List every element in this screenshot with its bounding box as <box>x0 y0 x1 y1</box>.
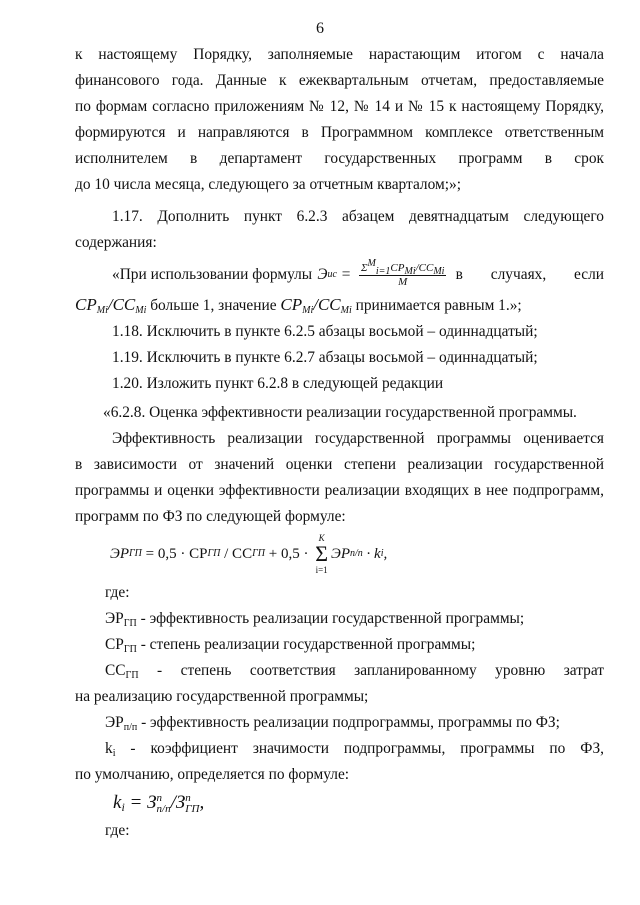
def-symbol: СС <box>105 662 126 679</box>
formula-subscript: Mi <box>433 265 445 277</box>
text-line: программ по ФЗ по следующей формуле: <box>75 508 346 525</box>
formula-term: + 0,5 · <box>265 545 313 562</box>
text-line <box>75 292 604 318</box>
def-subscript: ГП <box>123 644 137 655</box>
formula-superscript: п <box>185 791 191 804</box>
formula-punct: , <box>199 792 205 813</box>
formula-subscript: Mi <box>302 305 314 316</box>
text-line: содержания: <box>75 234 157 251</box>
where-label-2 <box>105 818 305 844</box>
list-item: 1.20. Изложить пункт 6.2.8 в следующей редакции <box>112 375 444 392</box>
formula-subscript: п/п <box>156 802 171 815</box>
formula-symbol: ЭР <box>331 545 351 562</box>
formula-operator: = <box>124 792 148 813</box>
formula-subscript: Mi <box>135 305 147 316</box>
def-symbol: ЭР <box>105 714 124 731</box>
formula-operator: = <box>336 266 355 283</box>
paragraph-1-17 <box>75 204 604 256</box>
text-line: по формам согласно приложениям № 12, № 14 и № 15 к настоящему Порядку, <box>75 98 604 115</box>
list-item: 1.18. Исключить в пункте 6.2.5 абзацы восьмой – одиннадцатый; <box>112 323 538 340</box>
formula-symbol: /СС <box>313 295 341 314</box>
formula-subscript: ГП <box>185 802 200 815</box>
formula-symbol: З <box>147 792 157 813</box>
paragraph-efficiency <box>75 426 604 530</box>
formula-symbol: k <box>113 792 122 813</box>
text-segment: принимается равным 1.»; <box>351 297 522 314</box>
def-text: - степень соответствия запланированному уровню затрат <box>138 662 604 679</box>
sum-lower: i=1 <box>375 265 391 277</box>
text-line: исполнителем в департамент государственных программ в срок <box>75 150 604 167</box>
definition-line: на реализацию государственной программы; <box>75 688 369 705</box>
formula-symbol: Э <box>317 266 328 283</box>
def-text: - коэффициент значимости подпрограммы, программы по ФЗ, <box>115 740 604 757</box>
script-stack <box>157 793 171 815</box>
def-symbol: ЭР <box>105 610 124 627</box>
paragraph-formula-usage <box>75 258 604 318</box>
where-label: где: <box>105 584 130 601</box>
formula-subscript: Mi <box>340 305 352 316</box>
heading-text: «6.2.8. Оценка эффективности реализации государственной программы. <box>103 404 577 421</box>
inline-formula: Э ис = $\frac{\Sigma^M_{i=1}СР_{Mi}/СС_{Mi}}{M}$ <box>317 258 450 292</box>
formula-symbol: СР <box>280 295 303 314</box>
def-symbol: k <box>105 740 113 757</box>
formula-symbol: /СС <box>415 261 434 274</box>
text-line: до 10 числа месяца, следующего за отчетным кварталом;»; <box>75 176 461 193</box>
fraction-numerator: $\Sigma^M_{i=1}СР_{Mi}/СС_{Mi}$ <box>361 257 445 277</box>
def-subscript: i <box>112 748 116 759</box>
definition-line <box>75 710 604 736</box>
text-line: к настоящему Порядку, заполняемые нарастающим итогом с начала <box>75 46 604 63</box>
summation-sign: K Σ i=1 <box>315 533 329 575</box>
formula-fraction <box>359 257 446 289</box>
formula-symbol: СР <box>75 295 97 314</box>
sum-lower: i=1 <box>315 565 328 575</box>
text-line: Эффективность реализации государственной программы оценивается <box>112 430 604 447</box>
sum-upper: M <box>367 257 376 269</box>
def-symbol: СР <box>105 636 124 653</box>
formula-superscript: п <box>156 791 163 804</box>
formula-symbol: ЭР <box>110 545 129 562</box>
amendment-list <box>112 319 612 397</box>
formula-symbol: /СС <box>107 295 136 314</box>
text-segment: «При использовании формулы <box>112 266 313 283</box>
definition-line <box>75 736 604 762</box>
script-stack <box>185 793 199 815</box>
formula-term: = 0,5 · СР <box>141 545 208 562</box>
page-number: 6 <box>316 20 324 37</box>
def-subscript: ГП <box>125 670 139 681</box>
definition-line: по умолчанию, определяется по формуле: <box>75 766 350 783</box>
def-subscript: ГП <box>123 618 137 629</box>
text-line: формируются и направляются в Программном комплексе ответственным <box>75 124 604 141</box>
text-line: финансового года. Данные к ежеквартальным отчетам, предоставляемые <box>75 72 604 89</box>
text-segment: в случаях, если <box>455 266 604 283</box>
text-line: в зависимости от значений оценки степени реализации государственной <box>75 456 604 473</box>
definition-line <box>75 632 604 658</box>
formula-term: / СС <box>220 545 253 562</box>
formula-subscript: Mi <box>96 305 108 316</box>
fraction-denominator: M <box>398 275 408 288</box>
def-subscript: п/п <box>123 722 138 733</box>
formula-subscript: Mi <box>404 265 416 277</box>
formula-symbol: /З <box>170 792 186 813</box>
paragraph-1 <box>75 42 604 198</box>
list-item: 1.19. Исключить в пункте 6.2.7 абзацы восьмой – одиннадцатый; <box>112 349 538 366</box>
formula-subscript: i <box>121 800 125 814</box>
text-line: 1.17. Дополнить пункт 6.2.3 абзацем девятнадцатым следующего <box>112 208 604 225</box>
definition-line <box>75 658 604 684</box>
formula-symbol: СР <box>390 261 405 274</box>
text-segment: больше 1, значение <box>146 297 281 314</box>
sum-upper: K <box>318 533 325 543</box>
k-formula <box>113 792 204 815</box>
formula-symbol: · k <box>362 545 381 562</box>
section-heading <box>103 400 623 426</box>
text-line: программы и оценки эффективности реализации входящих в нее подпрограмм, <box>75 482 604 499</box>
main-formula: ЭР ГП = 0,5 · СР ГП / СС ГП + 0,5 · K Σ i=1 ЭР п/п · k i , <box>110 533 388 575</box>
def-text: - эффективность реализации государственной программы; <box>136 610 525 627</box>
formula-punct: , <box>383 545 388 562</box>
definition-line <box>75 606 604 632</box>
def-text: - эффективность реализации подпрограммы, программы по ФЗ; <box>137 714 560 731</box>
definitions <box>75 580 604 788</box>
where-label: где: <box>105 822 130 839</box>
def-text: - степень реализации государственной программы; <box>136 636 476 653</box>
